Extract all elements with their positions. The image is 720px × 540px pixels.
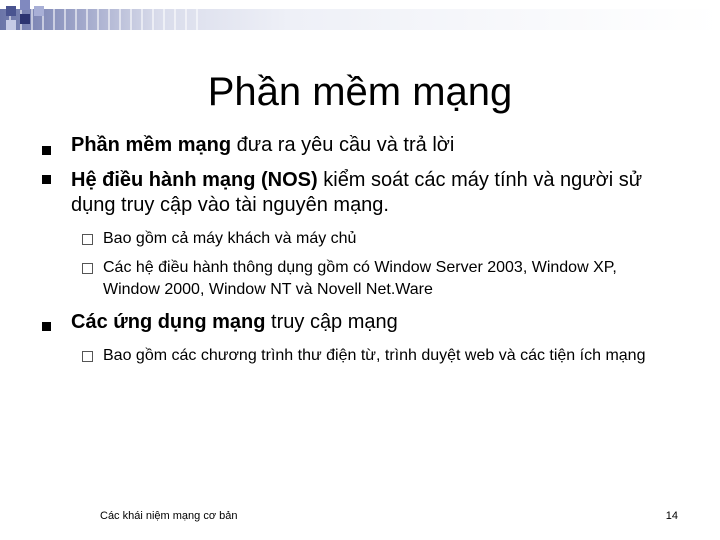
decor-square — [6, 20, 16, 30]
bullet-bold-term: Các ứng dụng mạng — [71, 311, 266, 333]
square-bullet-icon — [42, 175, 51, 184]
bullet-item — [71, 168, 681, 218]
bullet-text: truy cập mạng — [265, 311, 398, 333]
bullet-bold-term: Phần mềm mạng — [71, 134, 232, 156]
bullet-item — [71, 133, 681, 158]
hollow-square-bullet-icon — [82, 263, 93, 274]
bullet-text: kiểm soát các máy tính và người sử dụng truy cập vào tài nguyên mạng. — [71, 169, 643, 216]
decor-square — [34, 6, 44, 16]
sub-bullet-item: Bao gồm cả máy khách và máy chủ — [103, 230, 357, 247]
bullet-text: đưa ra yêu cầu và trả lời — [231, 134, 455, 156]
bullet-bold-term: Hệ điều hành mạng (NOS) — [71, 169, 318, 191]
footer-title: Các khái niệm mạng cơ bản — [100, 510, 238, 522]
bullet-item — [71, 310, 681, 335]
slide-title: Phần mềm mạng — [207, 70, 513, 114]
decor-square — [6, 6, 16, 16]
square-bullet-icon — [42, 322, 51, 331]
decor-square — [20, 0, 30, 10]
decor-square — [20, 14, 30, 24]
hollow-square-bullet-icon — [82, 351, 93, 362]
sub-bullet-item: Bao gồm các chương trình thư điện từ, trình duyệt web và các tiện ích mạng — [103, 347, 646, 364]
page-number: 14 — [665, 510, 678, 522]
square-bullet-icon — [42, 146, 51, 155]
header-strip-pattern — [0, 9, 200, 30]
sub-bullet-item: Các hệ điều hành thông dụng gồm có Window Server 2003, Window XP, Window 2000, Window NT và Novell Net.Ware — [103, 259, 617, 298]
hollow-square-bullet-icon — [82, 234, 93, 245]
